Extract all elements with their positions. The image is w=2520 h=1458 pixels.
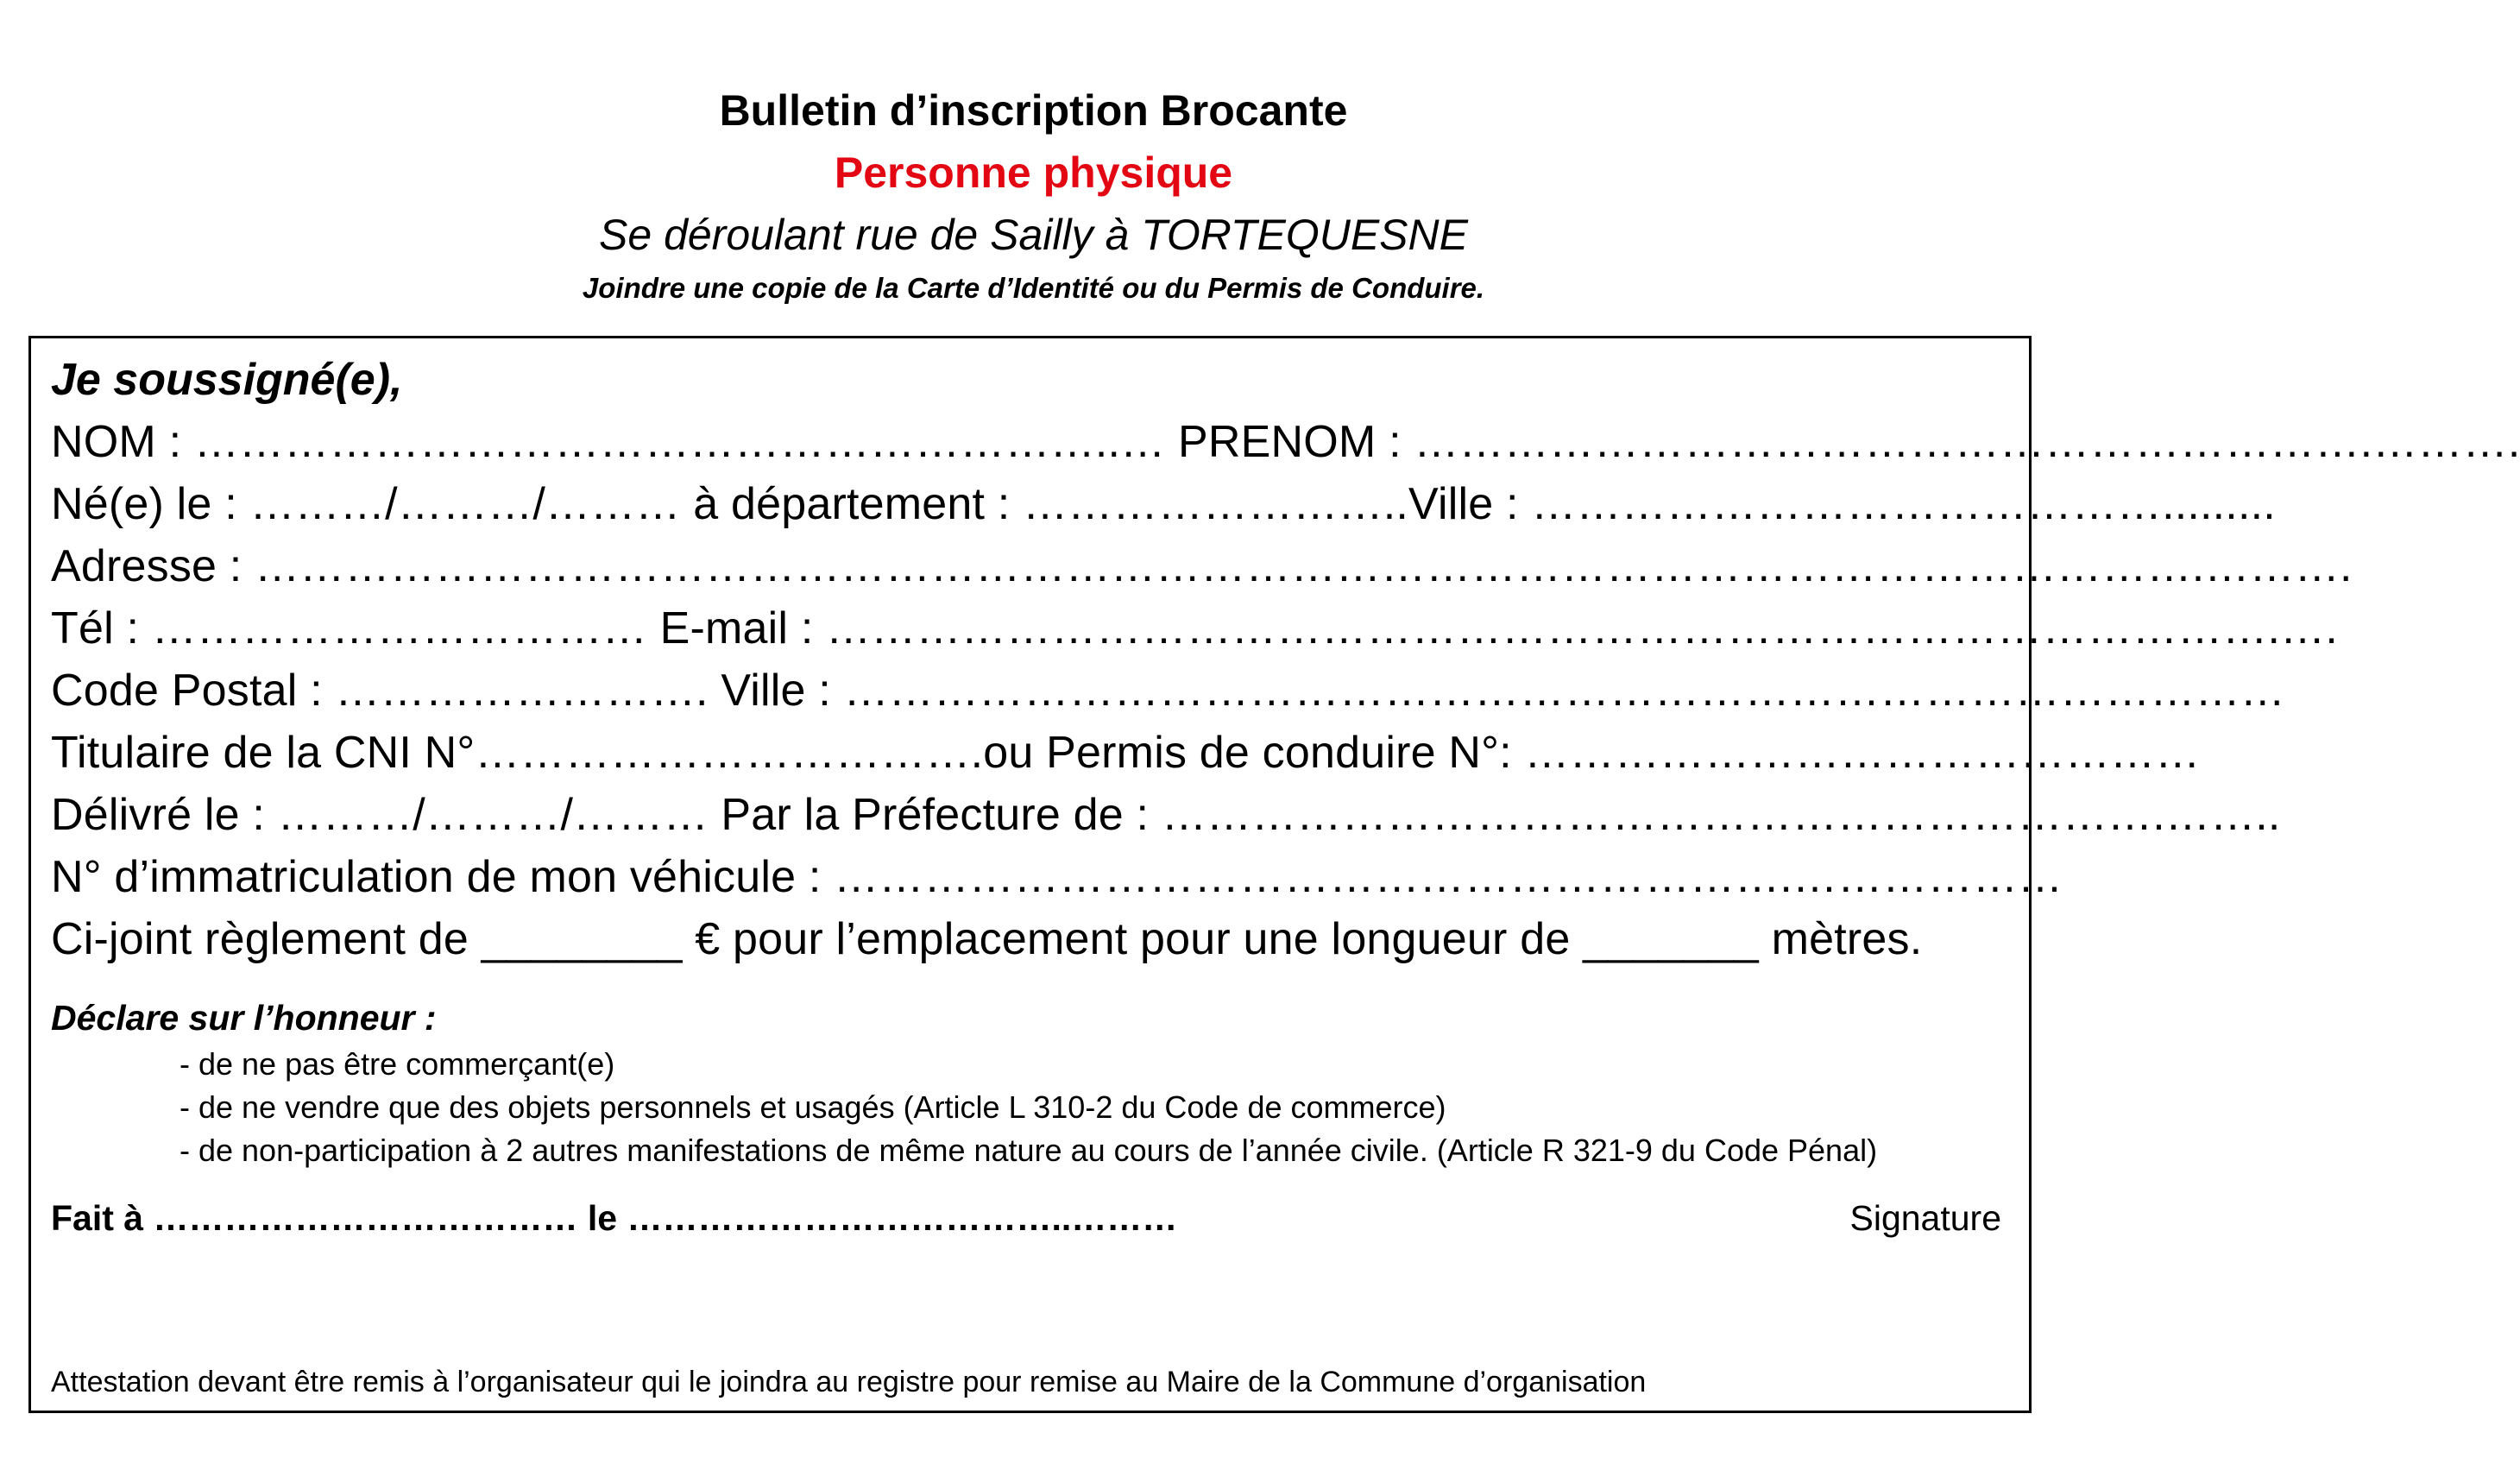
phone-email-line[interactable]: Tél : …………………………… E-mail : …………………………………………………………………………………….…. — [51, 603, 2339, 653]
nom-prenom-line[interactable]: NOM : ……………………………………………………..… PRENOM : ……………………………………………………….………. — [51, 417, 2520, 467]
event-location: Se déroulant rue de Sailly à TORTEQUESNE — [599, 211, 1468, 259]
declaration-item: - de ne pas être commerçant(e) — [180, 1046, 615, 1082]
vehicle-registration-line[interactable]: N° d’immatriculation de mon véhicule : ……………………………………………………….……………… — [51, 852, 2063, 902]
id-document-line[interactable]: Titulaire de la CNI N°…………………………….ou Permis de conduire N°: ……………………………………… — [51, 728, 2201, 778]
registration-form-box — [28, 336, 2520, 1413]
declaration-title: Déclare sur l’honneur : — [51, 998, 437, 1038]
issued-line[interactable]: Délivré le : ………/………/……… Par la Préfecture de : ………………………………………………………….…….. — [51, 790, 2281, 840]
declaration-item: - de non-participation à 2 autres manifestations de même nature au cours de l’année civile. (Article R 321-9 du Code Pénal) — [180, 1133, 1878, 1168]
footer-note: Attestation devant être remis à l’organisateur qui le joindra au registre pour remise au Maire de la Commune d’organisation — [51, 1366, 1647, 1398]
form-title: Bulletin d’inscription Brocante — [719, 86, 1348, 135]
intro-label: Je soussigné(e), — [51, 355, 403, 405]
attachment-note: Joindre une copie de la Carte d’Identité ou du Permis de Conduire. — [582, 272, 1485, 304]
declaration-item: - de ne vendre que des objets personnels et usagés (Article L 310-2 du Code de commerce) — [180, 1089, 1446, 1125]
payment-line[interactable]: Ci-joint règlement de ________ € pour l’emplacement pour une longueur de _______ mètres. — [51, 914, 1923, 964]
address-line[interactable]: Adresse : ………………………………………………………………………………………………………………….………. — [51, 541, 2353, 591]
page-header — [0, 79, 2067, 311]
birth-line[interactable]: Né(e) le : ………/………/……… à département : ……………………..Ville : ……………………………………......... — [51, 479, 2276, 529]
place-date-line[interactable]: Fait à ……………………………… le ………………………………..……… — [51, 1198, 1178, 1238]
form-subtitle: Personne physique — [834, 148, 1233, 197]
signature-label: Signature — [1849, 1198, 2001, 1238]
postal-city-line[interactable]: Code Postal : ……………………. Ville : …………………………………………………………………………………… — [51, 666, 2285, 716]
